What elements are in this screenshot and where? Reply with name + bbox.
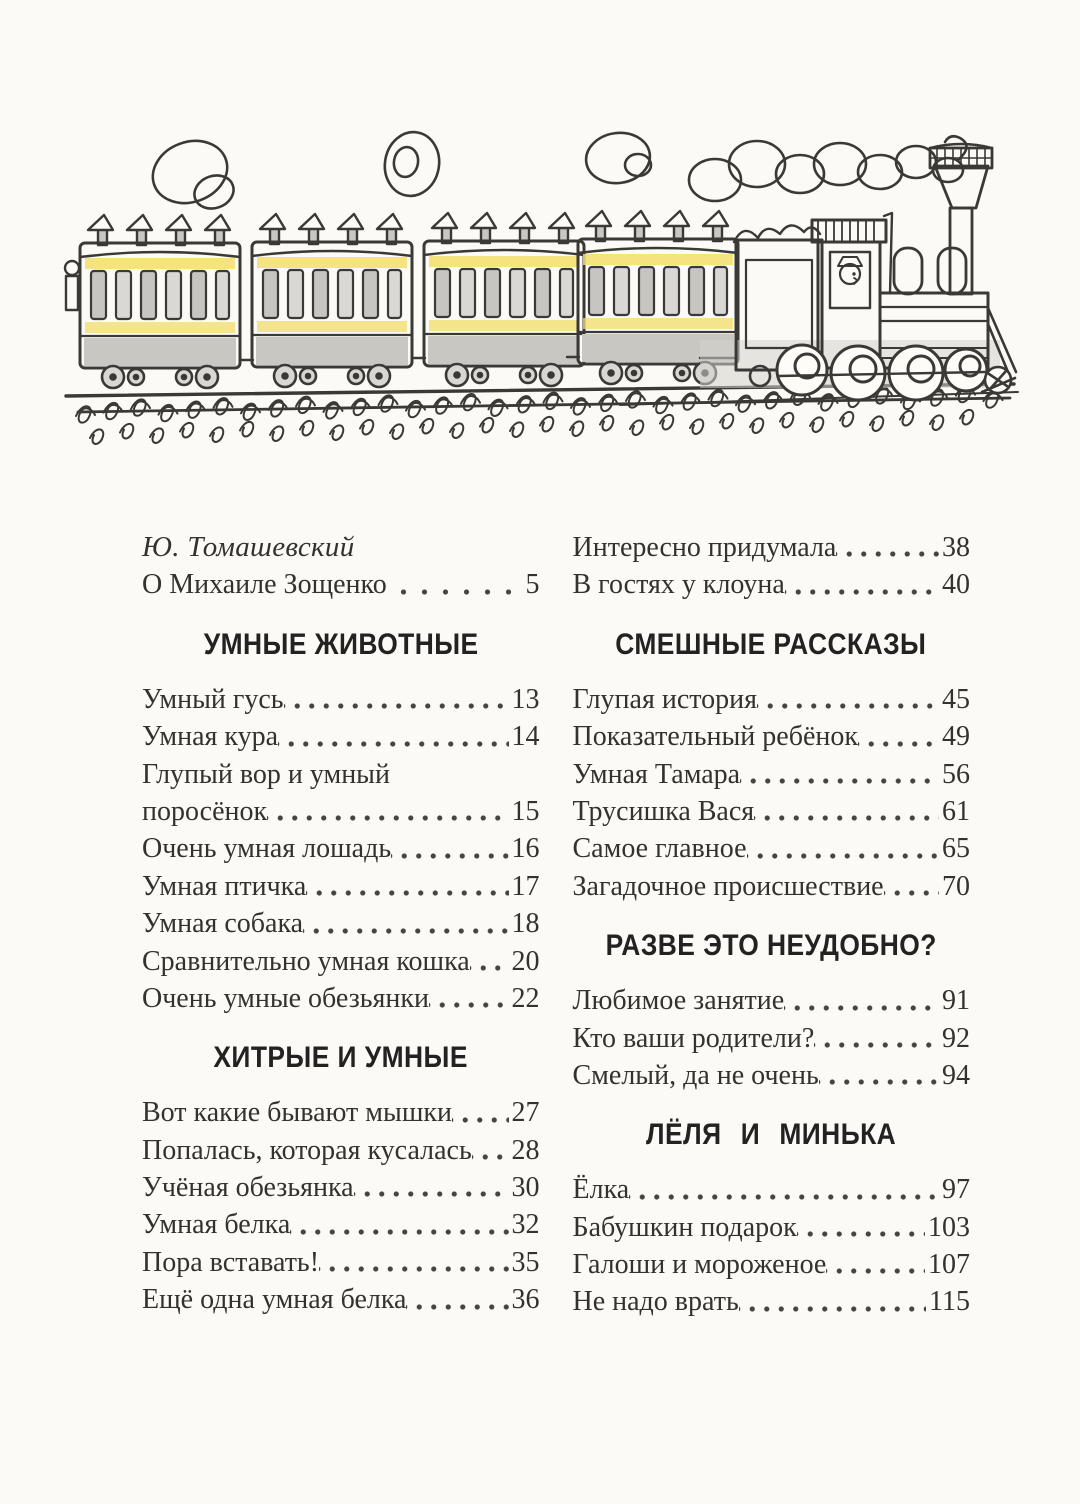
toc-entry <box>142 1206 540 1243</box>
table-of-contents <box>142 529 970 1321</box>
page-number: 38 <box>942 532 970 563</box>
toc-entry-title: Самое главное <box>572 833 747 865</box>
page-number: 49 <box>942 721 970 753</box>
toc-entry <box>573 982 971 1019</box>
toc-entry <box>573 793 971 830</box>
page-number: 65 <box>942 833 970 865</box>
toc-entry-title: Умная кура <box>142 721 279 753</box>
dot-leader <box>391 830 508 867</box>
toc-section-heading <box>142 626 540 664</box>
toc-entry <box>142 1094 540 1131</box>
toc-entry-title: Умная Тамара <box>572 758 741 790</box>
page-number: 30 <box>511 1172 540 1204</box>
toc-column-right <box>573 529 971 1321</box>
page-number: 16 <box>511 833 540 865</box>
dot-leader <box>387 566 523 603</box>
toc-entry <box>573 830 971 867</box>
toc-entry-title: Умный гусь <box>142 683 284 715</box>
toc-section-heading <box>142 1039 540 1077</box>
toc-entry-title: О Михаиле Зощенко <box>142 569 387 601</box>
dot-leader <box>306 868 508 905</box>
dot-leader <box>354 1169 509 1206</box>
toc-entry <box>142 566 540 603</box>
toc-author: Ю. Томашевский <box>142 531 355 563</box>
toc-entry <box>142 868 540 905</box>
page-number: 32 <box>511 1209 540 1241</box>
toc-section-heading-text: СМЕШНЫЕ РАССКАЗЫ <box>615 627 927 661</box>
toc-entry <box>142 681 540 718</box>
toc-entry-title: Ёлка <box>572 1174 630 1206</box>
page-number: 115 <box>929 1286 970 1318</box>
toc-entry <box>573 1171 971 1208</box>
toc-entry-title: Очень умная лошадь <box>142 833 392 865</box>
page-number: 61 <box>942 795 970 827</box>
toc-entry-title: В гостях у клоуна <box>572 569 785 601</box>
page-number: 27 <box>511 1097 540 1129</box>
toc-entry-title: Галоши и мороженое <box>572 1249 827 1281</box>
page-number: 18 <box>511 908 540 940</box>
dot-leader <box>406 1281 508 1318</box>
toc-entry-title: Кто ваши родители? <box>572 1022 815 1054</box>
toc-entry-title: Попалась, которая кусалась <box>142 1134 472 1166</box>
toc-entry-title: Глупая история <box>572 683 757 715</box>
page-number: 14 <box>511 721 540 753</box>
page-number: 45 <box>942 683 970 715</box>
toc-entry-title: Загадочное происшествие <box>572 870 884 902</box>
toc-entry <box>142 1132 540 1169</box>
page-number: 36 <box>511 1284 540 1316</box>
toc-entry-title: Умная собака <box>142 908 304 940</box>
toc-entry <box>142 980 540 1017</box>
page-number: 5 <box>525 569 540 601</box>
dot-leader <box>303 905 508 942</box>
dot-leader <box>629 1171 939 1208</box>
toc-entry-title: поросёнок <box>142 795 268 827</box>
dot-leader <box>785 566 939 603</box>
page-number: 91 <box>942 985 970 1017</box>
dot-leader <box>836 529 939 566</box>
toc-entry-title: Интересно придумала <box>572 532 837 563</box>
toc-entry-wrap-line <box>142 756 540 793</box>
toc-entry <box>142 1169 540 1206</box>
toc-section-heading <box>573 1116 971 1154</box>
train-illustration <box>60 108 1020 453</box>
toc-entry <box>573 1057 971 1094</box>
toc-entry <box>142 718 540 755</box>
toc-entry-title: Показательный ребёнок <box>572 721 858 753</box>
dot-leader <box>739 1283 926 1320</box>
toc-entry-title: Любимое занятие <box>572 985 785 1017</box>
dot-leader <box>826 1246 925 1283</box>
passenger-carriages <box>65 211 738 388</box>
dot-leader <box>290 1206 508 1243</box>
page-number: 70 <box>942 870 970 902</box>
dot-leader <box>284 681 509 718</box>
page-number: 40 <box>942 569 970 601</box>
toc-entry <box>573 1246 971 1283</box>
dot-leader <box>472 1132 509 1169</box>
toc-section-heading <box>573 927 971 965</box>
page-number: 15 <box>511 795 540 827</box>
dot-leader <box>452 1094 509 1131</box>
toc-section-heading <box>573 626 971 664</box>
dot-leader <box>740 756 939 793</box>
toc-entry <box>142 1281 540 1318</box>
dot-leader <box>819 1057 939 1094</box>
toc-entry <box>573 529 971 566</box>
page-number: 22 <box>511 982 540 1014</box>
toc-entry-title: Пора вставать! <box>142 1246 320 1278</box>
toc-entry-title: Вот какие бывают мышки <box>142 1097 452 1129</box>
dot-leader <box>858 718 939 755</box>
toc-entry-title: Не надо врать <box>572 1286 739 1318</box>
train-sketch-svg <box>60 108 1020 453</box>
dot-leader <box>278 718 508 755</box>
page-number: 103 <box>928 1211 970 1243</box>
toc-section-heading-text: ЛЁЛЯ И МИНЬКА <box>646 1118 897 1152</box>
toc-entry <box>142 793 540 830</box>
toc-entry <box>573 718 971 755</box>
toc-entry-title: Бабушкин подарок <box>572 1211 797 1243</box>
toc-entry <box>142 943 540 980</box>
page-number: 97 <box>942 1174 970 1206</box>
dot-leader <box>784 982 939 1019</box>
toc-entry <box>573 1283 971 1320</box>
page-number: 107 <box>928 1249 970 1281</box>
dot-leader <box>429 980 509 1017</box>
dot-leader <box>814 1020 939 1057</box>
smoke-puffs <box>144 128 967 214</box>
toc-entry <box>573 756 971 793</box>
toc-entry-title: Глупый вор и умный <box>142 758 390 790</box>
toc-entry-title: Учёная обезьянка <box>142 1172 354 1204</box>
page-number: 28 <box>511 1134 540 1166</box>
toc-entry <box>142 1244 540 1281</box>
toc-entry-title: Умная птичка <box>142 870 307 902</box>
page-number: 35 <box>511 1246 540 1278</box>
toc-entry-title: Умная белка <box>142 1209 291 1241</box>
toc-column-left <box>142 529 540 1321</box>
toc-section-heading-text: РАЗВЕ ЭТО НЕУДОБНО? <box>605 929 937 963</box>
toc-entry <box>142 905 540 942</box>
page-number: 13 <box>511 683 540 715</box>
locomotive <box>700 144 1016 400</box>
toc-entry <box>573 1020 971 1057</box>
toc-entry-title: Очень умные обезьянки <box>142 982 429 1014</box>
toc-entry <box>142 830 540 867</box>
dot-leader <box>267 793 508 830</box>
toc-entry-title: Смелый, да не очень <box>572 1059 819 1091</box>
toc-entry <box>573 868 971 905</box>
toc-section-heading-text: ХИТРЫЕ И УМНЫЕ <box>213 1041 469 1075</box>
page-number: 56 <box>942 758 970 790</box>
dot-leader <box>319 1244 508 1281</box>
toc-entry <box>573 1209 971 1246</box>
toc-entry-title: Сравнительно умная кошка <box>142 945 470 977</box>
dot-leader <box>470 943 509 980</box>
toc-entry-title: Трусишка Вася <box>572 795 755 827</box>
toc-entry <box>573 566 971 603</box>
page-number: 94 <box>942 1059 970 1091</box>
page-number: 17 <box>511 870 540 902</box>
dot-leader <box>747 830 939 867</box>
dot-leader <box>754 793 939 830</box>
toc-entry-title: Ещё одна умная белка <box>142 1284 407 1316</box>
toc-section-heading-text: УМНЫЕ ЖИВОТНЫЕ <box>203 627 479 661</box>
dot-leader <box>757 681 939 718</box>
dot-leader <box>884 868 939 905</box>
toc-entry <box>573 681 971 718</box>
page-number: 20 <box>511 945 540 977</box>
train-driver <box>838 257 862 284</box>
page-number: 92 <box>942 1022 970 1054</box>
dot-leader <box>797 1209 925 1246</box>
